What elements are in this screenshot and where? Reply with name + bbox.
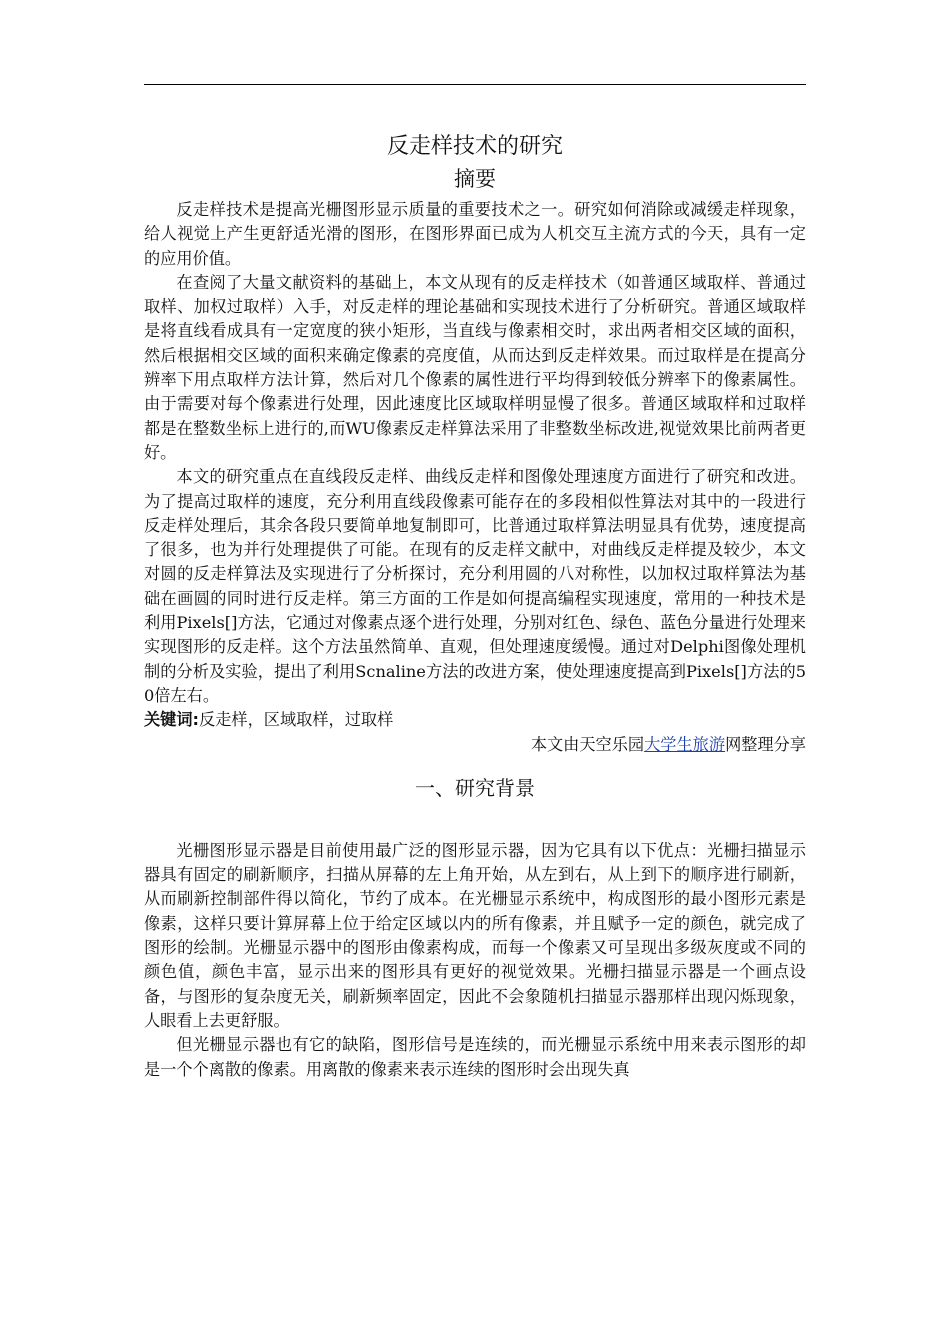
keywords-label: 关键词:	[144, 710, 200, 730]
section1-paragraph-1: 光栅图形显示器是目前使用最广泛的图形显示器，因为它具有以下优点：光栅扫描显示器具有固定的刷新顺序，扫描从屏幕的左上角开始，从左到右，从上到下的顺序进行刷新，从而刷新控制部件得以简化，节约了成本。在光栅显示系统中，构成图形的最小图形元素是像素，这样只要计算屏幕上位于给定区域以内的所有像素，并且赋予一定的颜色，就完成了图形的绘制。光栅显示器中的图形由像素构成，而每一个像素又可呈现出多级灰度或不同的颜色值，颜色丰富，显示出来的图形具有更好的视觉效果。光栅扫描显示器是一个画点设备，与图形的复杂度无关，刷新频率固定，因此不会象随机扫描显示器那样出现闪烁现象，人眼看上去更舒服。	[144, 840, 806, 1030]
keywords-text: 反走样，区域取样，过取样	[199, 710, 394, 730]
document-title: 反走样技术的研究	[386, 134, 563, 159]
credit-link[interactable]: 大学生旅游	[644, 734, 726, 754]
section1-paragraph-2: 但光栅显示器也有它的缺陷，图形信号是连续的，而光栅显示系统中用来表示图形的却是一个个离散的像素。用离散的像素来表示连续的图形时会出现失真	[144, 1035, 806, 1079]
section-title-background: 一、研究背景	[415, 775, 535, 800]
document-body	[144, 128, 806, 1082]
abstract-paragraph-2: 在查阅了大量文献资料的基础上，本文从现有的反走样技术（如普通区域取样、普通过取样、加权过取样）入手，对反走样的理论基础和实现技术进行了分析研究。普通区域取样是将直线看成具有一定宽度的狭小矩形，当直线与像素相交时，求出两者相交区域的面积，然后根据相交区域的面积来确定像素的亮度值，从而达到反走样效果。而过取样是在提高分辨率下用点取样方法计算，然后对几个像素的属性进行平均得到较低分辨率下的像素属性。由于需要对每个像素进行处理，因此速度比区域取样明显慢了很多。普通区域取样和过取样都是在整数坐标上进行的,而WU像素反走样算法采用了非整数坐标改进,视觉效果比前两者更好。	[144, 272, 806, 462]
abstract-heading: 摘要	[454, 167, 496, 191]
keywords-line	[144, 708, 806, 732]
header-rule	[144, 84, 806, 85]
abstract-paragraph-3: 本文的研究重点在直线段反走样、曲线反走样和图像处理速度方面进行了研究和改进。为了提高过取样的速度，充分利用直线段像素可能存在的多段相似性算法对其中的一段进行反走样处理后，其余各段只要简单地复制即可，比普通过取样算法明显具有优势，速度提高了很多，也为并行处理提供了可能。在现有的反走样文献中，对曲线反走样提及较少，本文对圆的反走样算法及实现进行了分析探讨，充分利用圆的八对称性，以加权过取样算法为基础在画圆的同时进行反走样。第三方面的工作是如何提高编程实现速度，常用的一种技术是利用Pixels[]方法，它通过对像素点逐个进行处理，分别对红色、绿色、蓝色分量进行处理来实现图形的反走样。这个方法虽然简单、直观，但处理速度缓慢。通过对Delphi图像处理机制的分析及实验，提出了利用Scnaline方法的改进方案，使处理速度提高到Pixels[]方法的50倍左右。	[144, 467, 806, 705]
credit-line	[144, 733, 806, 757]
credit-suffix: 网整理分享	[725, 734, 806, 754]
credit-prefix: 本文由天空乐园	[530, 734, 645, 754]
abstract-paragraph-1: 反走样技术是提高光栅图形显示质量的重要技术之一。研究如何消除或减缓走样现象，给人视觉上产生更舒适光滑的图形，在图形界面已成为人机交互主流方式的今天，具有一定的应用价值。	[144, 200, 806, 268]
